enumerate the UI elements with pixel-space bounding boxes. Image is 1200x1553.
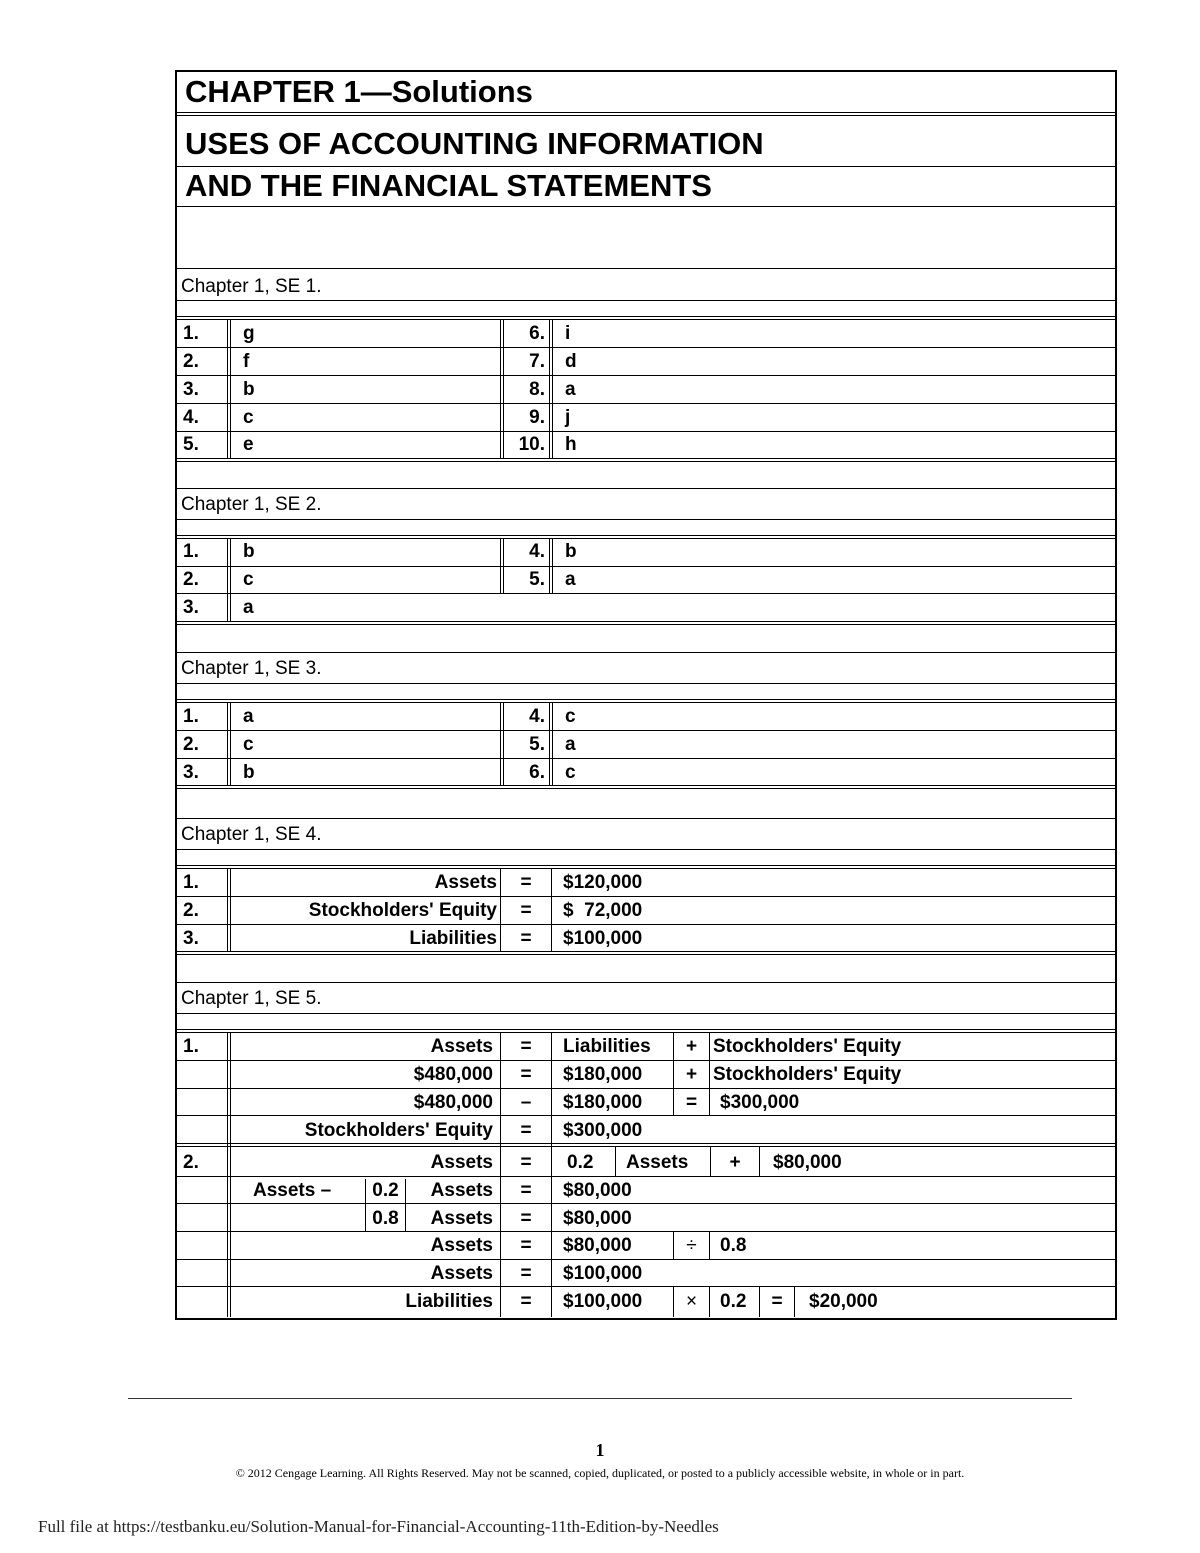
item-number: 4. bbox=[529, 541, 545, 562]
operator: = bbox=[685, 1092, 698, 1113]
item-number: 2. bbox=[183, 734, 199, 755]
item-number: 8. bbox=[529, 379, 545, 400]
equation-value: $ 72,000 bbox=[563, 900, 643, 921]
answer: e bbox=[243, 434, 254, 455]
equation-label: Assets bbox=[430, 1263, 493, 1284]
rule bbox=[177, 1013, 1115, 1014]
answer: c bbox=[243, 407, 254, 428]
rule bbox=[177, 621, 1115, 625]
rule bbox=[177, 488, 1115, 489]
answer: b bbox=[565, 541, 577, 562]
rule bbox=[177, 758, 1115, 759]
rule bbox=[177, 1231, 1115, 1232]
item-number: 3. bbox=[183, 762, 199, 783]
full-file-link[interactable]: Full file at https://testbanku.eu/Solution-Manual-for-Financial-Accounting-11th-Edition-by-Needles bbox=[38, 1517, 719, 1536]
rule bbox=[177, 519, 1115, 520]
column-rule bbox=[549, 538, 553, 593]
equation-label: Assets bbox=[430, 1235, 493, 1256]
coefficient: 0.2 bbox=[372, 1180, 399, 1201]
equation-value: $100,000 bbox=[563, 1291, 643, 1312]
subtitle-line2: AND THE FINANCIAL STATEMENTS bbox=[185, 168, 712, 203]
answer: j bbox=[565, 407, 571, 428]
equation-value: $300,000 bbox=[563, 1120, 643, 1141]
column-rule bbox=[549, 702, 553, 785]
rule bbox=[177, 865, 1115, 869]
equation-value: 0.8 bbox=[720, 1235, 747, 1256]
rule bbox=[177, 1286, 1115, 1287]
solutions-sheet bbox=[175, 70, 1117, 1320]
rule bbox=[177, 431, 1115, 432]
operator: = bbox=[520, 1180, 532, 1201]
operator: = bbox=[520, 1235, 532, 1256]
column-rule bbox=[709, 1231, 710, 1259]
answer: a bbox=[243, 706, 254, 727]
rule bbox=[177, 316, 1115, 320]
answer: a bbox=[565, 379, 576, 400]
page-number: 1 bbox=[595, 1440, 605, 1460]
item-number: 7. bbox=[529, 351, 545, 372]
rule bbox=[177, 566, 1115, 567]
column-rule bbox=[615, 1147, 616, 1176]
item-number: 1. bbox=[183, 541, 199, 562]
answer: g bbox=[243, 323, 255, 344]
operator: = bbox=[520, 1208, 532, 1229]
rule bbox=[177, 818, 1115, 819]
answer: c bbox=[243, 569, 254, 590]
rule bbox=[177, 347, 1115, 348]
rule bbox=[177, 1115, 1115, 1116]
coefficient: 0.2 bbox=[567, 1152, 594, 1173]
equation-value: $20,000 bbox=[809, 1291, 878, 1312]
item-number: 3. bbox=[183, 379, 199, 400]
equation-label: Stockholders' Equity bbox=[308, 900, 497, 921]
column-rule bbox=[551, 1032, 552, 1317]
equation-label: Assets bbox=[430, 1208, 493, 1229]
equation-label: Assets bbox=[430, 1180, 493, 1201]
item-number: 2. bbox=[183, 351, 199, 372]
equation-value: $120,000 bbox=[563, 872, 643, 893]
answer: h bbox=[565, 434, 577, 455]
rule bbox=[177, 982, 1115, 983]
equation-value: $80,000 bbox=[773, 1152, 842, 1173]
equation-value: $100,000 bbox=[563, 928, 643, 949]
rule bbox=[177, 1029, 1115, 1033]
section-heading-se4: Chapter 1, SE 4. bbox=[181, 824, 322, 845]
item-number: 6. bbox=[529, 323, 545, 344]
equation-label: Liabilities bbox=[405, 1291, 493, 1312]
equation-value: Stockholders' Equity bbox=[713, 1064, 902, 1085]
equation-prefix: Assets – bbox=[253, 1180, 332, 1201]
item-number: 5. bbox=[529, 569, 545, 590]
rule bbox=[177, 1176, 1115, 1177]
operator: = bbox=[520, 900, 532, 921]
coefficient: 0.8 bbox=[372, 1208, 399, 1229]
column-rule bbox=[759, 1147, 760, 1176]
equation-value: $80,000 bbox=[563, 1208, 632, 1229]
answer: c bbox=[565, 762, 576, 783]
answer: b bbox=[243, 541, 255, 562]
rule bbox=[177, 1088, 1115, 1089]
operator: × bbox=[685, 1291, 698, 1312]
answer: f bbox=[243, 351, 250, 372]
operator: = bbox=[520, 1152, 532, 1173]
equation-value: $180,000 bbox=[563, 1064, 643, 1085]
operator: = bbox=[520, 1036, 532, 1057]
item-number: 1. bbox=[183, 323, 199, 344]
operator: ÷ bbox=[686, 1235, 697, 1256]
operator: + bbox=[729, 1152, 741, 1173]
rule bbox=[177, 1060, 1115, 1061]
column-rule bbox=[405, 1179, 406, 1231]
rule bbox=[177, 785, 1115, 789]
rule bbox=[177, 112, 1115, 116]
item-number: 6. bbox=[529, 762, 545, 783]
column-rule bbox=[709, 1286, 710, 1317]
rule bbox=[177, 730, 1115, 731]
equation-value: Liabilities bbox=[563, 1036, 651, 1057]
rule bbox=[177, 375, 1115, 376]
rule bbox=[177, 403, 1115, 404]
answer: b bbox=[243, 762, 255, 783]
equation-value: Stockholders' Equity bbox=[713, 1036, 902, 1057]
item-number: 5. bbox=[183, 434, 199, 455]
subtitle-line1: USES OF ACCOUNTING INFORMATION bbox=[185, 126, 764, 161]
rule bbox=[177, 206, 1115, 207]
column-rule bbox=[549, 319, 553, 458]
column-rule bbox=[551, 868, 552, 951]
item-number: 2. bbox=[183, 569, 199, 590]
equation-value: $100,000 bbox=[563, 1263, 643, 1284]
equation-value: $80,000 bbox=[563, 1180, 632, 1201]
rule bbox=[177, 699, 1115, 703]
answer: c bbox=[565, 706, 576, 727]
item-number: 10. bbox=[518, 434, 545, 455]
section-heading-se1: Chapter 1, SE 1. bbox=[181, 276, 322, 297]
operator: = bbox=[520, 928, 532, 949]
rule bbox=[177, 1259, 1115, 1260]
rule bbox=[177, 300, 1115, 301]
rule bbox=[177, 535, 1115, 539]
item-number: 1. bbox=[183, 706, 199, 727]
operator: = bbox=[771, 1291, 783, 1312]
equation-label: $480,000 bbox=[413, 1064, 493, 1085]
answer: b bbox=[243, 379, 255, 400]
operator: = bbox=[520, 1064, 532, 1085]
equation-label: Stockholders' Equity bbox=[304, 1120, 493, 1141]
operator: = bbox=[520, 1291, 532, 1312]
equation-value: Assets bbox=[626, 1152, 689, 1173]
rule bbox=[177, 849, 1115, 850]
rule bbox=[177, 268, 1115, 269]
item-number: 3. bbox=[183, 597, 199, 618]
item-number: 2. bbox=[183, 900, 199, 921]
rule bbox=[177, 683, 1115, 684]
rule bbox=[177, 593, 1115, 594]
section-heading-se3: Chapter 1, SE 3. bbox=[181, 658, 322, 679]
rule bbox=[177, 652, 1115, 653]
column-rule bbox=[227, 538, 231, 621]
column-rule bbox=[227, 868, 231, 951]
copyright-notice: © 2012 Cengage Learning. All Rights Reserved. May not be scanned, copied, duplicated, or posted to a publicly accessible website, in whole or in part. bbox=[235, 1466, 965, 1480]
operator: – bbox=[520, 1092, 532, 1113]
answer: a bbox=[565, 734, 576, 755]
column-rule bbox=[227, 319, 231, 458]
operator: = bbox=[520, 872, 532, 893]
rule bbox=[177, 166, 1115, 167]
column-rule bbox=[709, 1032, 710, 1116]
column-rule bbox=[227, 1032, 231, 1317]
column-rule bbox=[227, 702, 231, 785]
rule bbox=[177, 1203, 1115, 1204]
operator: + bbox=[685, 1036, 698, 1057]
equation-label: Assets bbox=[430, 1036, 493, 1057]
equation-label: $480,000 bbox=[413, 1092, 493, 1113]
chapter-title: CHAPTER 1—Solutions bbox=[185, 74, 533, 109]
rule bbox=[177, 896, 1115, 897]
rule bbox=[177, 924, 1115, 925]
operator: + bbox=[685, 1064, 698, 1085]
item-number: 4. bbox=[529, 706, 545, 727]
equation-value: $80,000 bbox=[563, 1235, 632, 1256]
item-number: 1. bbox=[183, 1036, 199, 1057]
answer: a bbox=[565, 569, 576, 590]
equation-label: Liabilities bbox=[409, 928, 497, 949]
item-number: 1. bbox=[183, 872, 199, 893]
operator: = bbox=[520, 1120, 532, 1141]
equation-label: Assets bbox=[430, 1152, 493, 1173]
equation-label: Assets bbox=[434, 872, 497, 893]
item-number: 3. bbox=[183, 928, 199, 949]
answer: c bbox=[243, 734, 254, 755]
item-number: 9. bbox=[529, 407, 545, 428]
item-number: 5. bbox=[529, 734, 545, 755]
equation-value: 0.2 bbox=[720, 1291, 747, 1312]
item-number: 4. bbox=[183, 407, 199, 428]
section-heading-se2: Chapter 1, SE 2. bbox=[181, 494, 322, 515]
section-heading-se5: Chapter 1, SE 5. bbox=[181, 988, 322, 1009]
operator: = bbox=[520, 1263, 532, 1284]
equation-value: $300,000 bbox=[720, 1092, 800, 1113]
column-rule bbox=[794, 1286, 795, 1317]
rule bbox=[177, 951, 1115, 955]
answer: i bbox=[565, 323, 571, 344]
footer-rule bbox=[128, 1398, 1072, 1399]
answer: a bbox=[243, 597, 254, 618]
rule bbox=[177, 1143, 1115, 1147]
equation-value: $180,000 bbox=[563, 1092, 643, 1113]
answer: d bbox=[565, 351, 577, 372]
rule bbox=[177, 458, 1115, 462]
item-number: 2. bbox=[183, 1152, 199, 1173]
